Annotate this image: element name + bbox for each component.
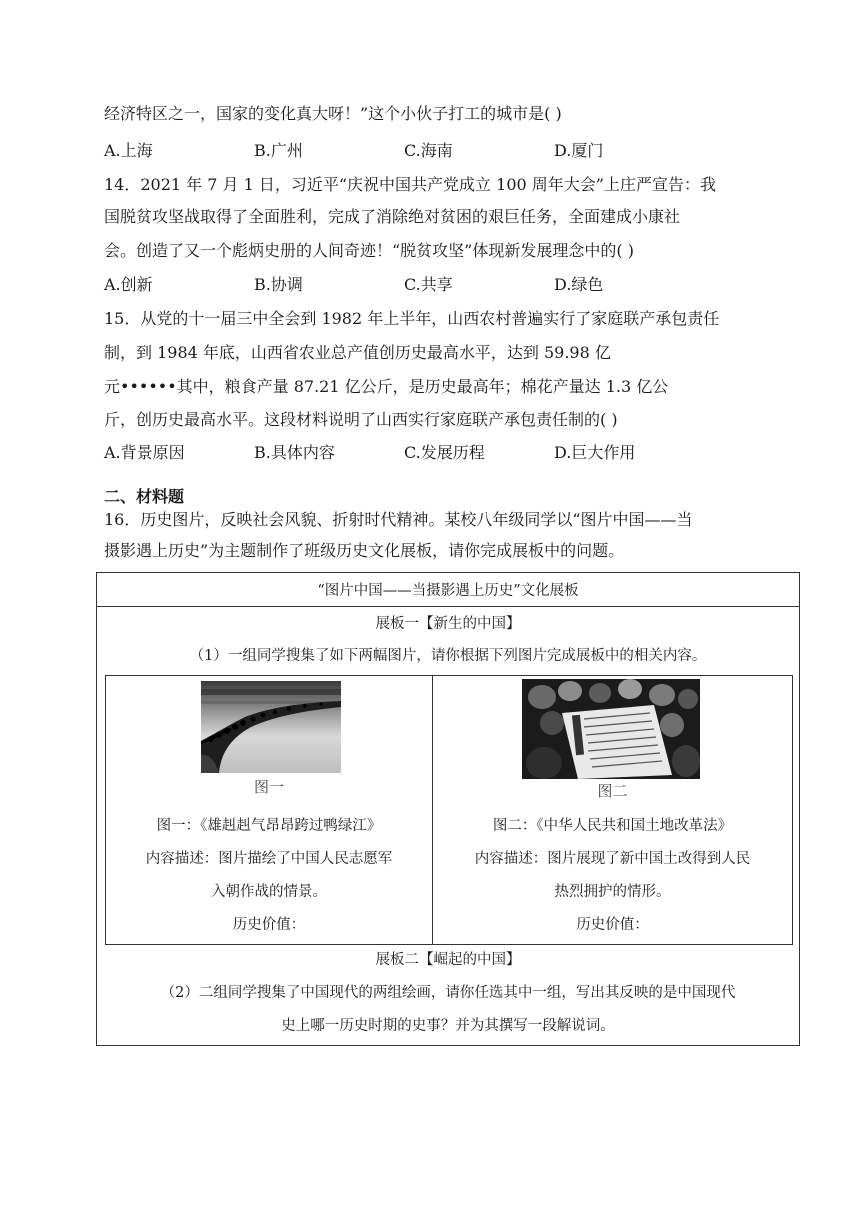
q13-option-d: D.厦门 (554, 141, 604, 160)
figure-1-history-value: 历史价值： (232, 917, 306, 933)
section-heading: 二、材料题 (104, 487, 185, 506)
figure-1-photo (201, 681, 341, 773)
figure-1-label: 图一 (253, 778, 284, 796)
q15-option-d: D.巨大作用 (554, 443, 636, 462)
board2-prompt-line-1: （2）二组同学搜集了中国现代的两组绘画，请你任选其中一组，写出其反映的是中国现代 (160, 985, 736, 1001)
board2-title: 展板二【崛起的中国】 (375, 952, 521, 968)
q14-line-1: 14．2021 年 7 月 1 日，习近平“庆祝中国共产党成立 100 周年大会”上庄严宣告：我 (104, 175, 716, 194)
q15-option-a: A.背景原因 (104, 443, 185, 462)
q13-option-b: B.广州 (254, 141, 303, 160)
figure-2-label: 图二 (597, 782, 628, 800)
q13-option-c: C.海南 (404, 141, 453, 160)
q15-line-2: 制，到 1984 年底，山西省农业总产值创历史最高水平，达到 59.98 亿 (104, 343, 611, 362)
q15-line-3: 元••••••其中，粮食产量 87.21 亿公斤，是历史最高年；棉花产量达 1.3 亿公 (104, 377, 669, 396)
q13-option-a: A.上海 (104, 141, 153, 160)
exhibit-board (96, 572, 800, 1046)
figure-2-history-value: 历史价值： (576, 917, 649, 933)
q14-option-b: B.协调 (254, 275, 303, 294)
figure-1-caption: 图一：《雄赳赳气昂昂跨过鸭绿江》 (156, 818, 382, 834)
q15-option-b: B.具体内容 (254, 443, 335, 462)
board1-prompt: （1）一组同学搜集了如下两幅图片，请你根据下列图片完成展板中的相关内容。 (189, 648, 707, 664)
q15-option-c: C.发展历程 (404, 443, 485, 462)
figure-2-desc-line-1: 内容描述：图片展现了新中国土改得到人民 (474, 851, 751, 867)
board1-title: 展板一【新生的中国】 (375, 616, 521, 632)
exhibit-title: “图片中国——当摄影遇上历史”文化展板 (317, 583, 579, 599)
board2-prompt-line-2: 史上哪一历史时期的史事？并为其撰写一段解说词。 (281, 1018, 615, 1034)
figure-1-cell (106, 676, 432, 944)
q13-stem: 经济特区之一，国家的变化真大呀！”这个小伙子打工的城市是( ) (104, 104, 562, 123)
q14-option-c: C.共享 (404, 275, 453, 294)
q16-line-2: 摄影遇上历史”为主题制作了班级历史文化展板，请你完成展板中的问题。 (104, 541, 625, 560)
figure-1-desc-line-2: 入朝作战的情景。 (211, 884, 327, 900)
q14-option-d: D.绿色 (554, 275, 604, 294)
q15-line-1: 15．从党的十一届三中全会到 1982 年上半年，山西农村普遍实行了家庭联产承包责任 (104, 309, 720, 328)
figure-2-photo (522, 679, 700, 779)
figure-2-desc-line-2: 热烈拥护的情形。 (554, 884, 671, 900)
figure-2-caption: 图二：《中华人民共和国土地改革法》 (492, 818, 733, 834)
q14-line-2: 国脱贫攻坚战取得了全面胜利，完成了消除绝对贫困的艰巨任务，全面建成小康社 (104, 207, 681, 226)
q14-line-3: 会。创造了又一个彪炳史册的人间奇迹！“脱贫攻坚”体现新发展理念中的( ) (104, 241, 634, 260)
divider (97, 606, 799, 607)
figure-table (105, 675, 793, 945)
figure-1-desc-line-1: 内容描述：图片描绘了中国人民志愿军 (145, 851, 393, 867)
q14-option-a: A.创新 (104, 275, 153, 294)
figure-2-cell (433, 676, 792, 944)
q15-line-4: 斤，创历史最高水平。这段材料说明了山西实行家庭联产承包责任制的( ) (104, 410, 618, 429)
q16-line-1: 16．历史图片，反映社会风貌、折射时代精神。某校八年级同学以“图片中国——当 (104, 510, 693, 529)
